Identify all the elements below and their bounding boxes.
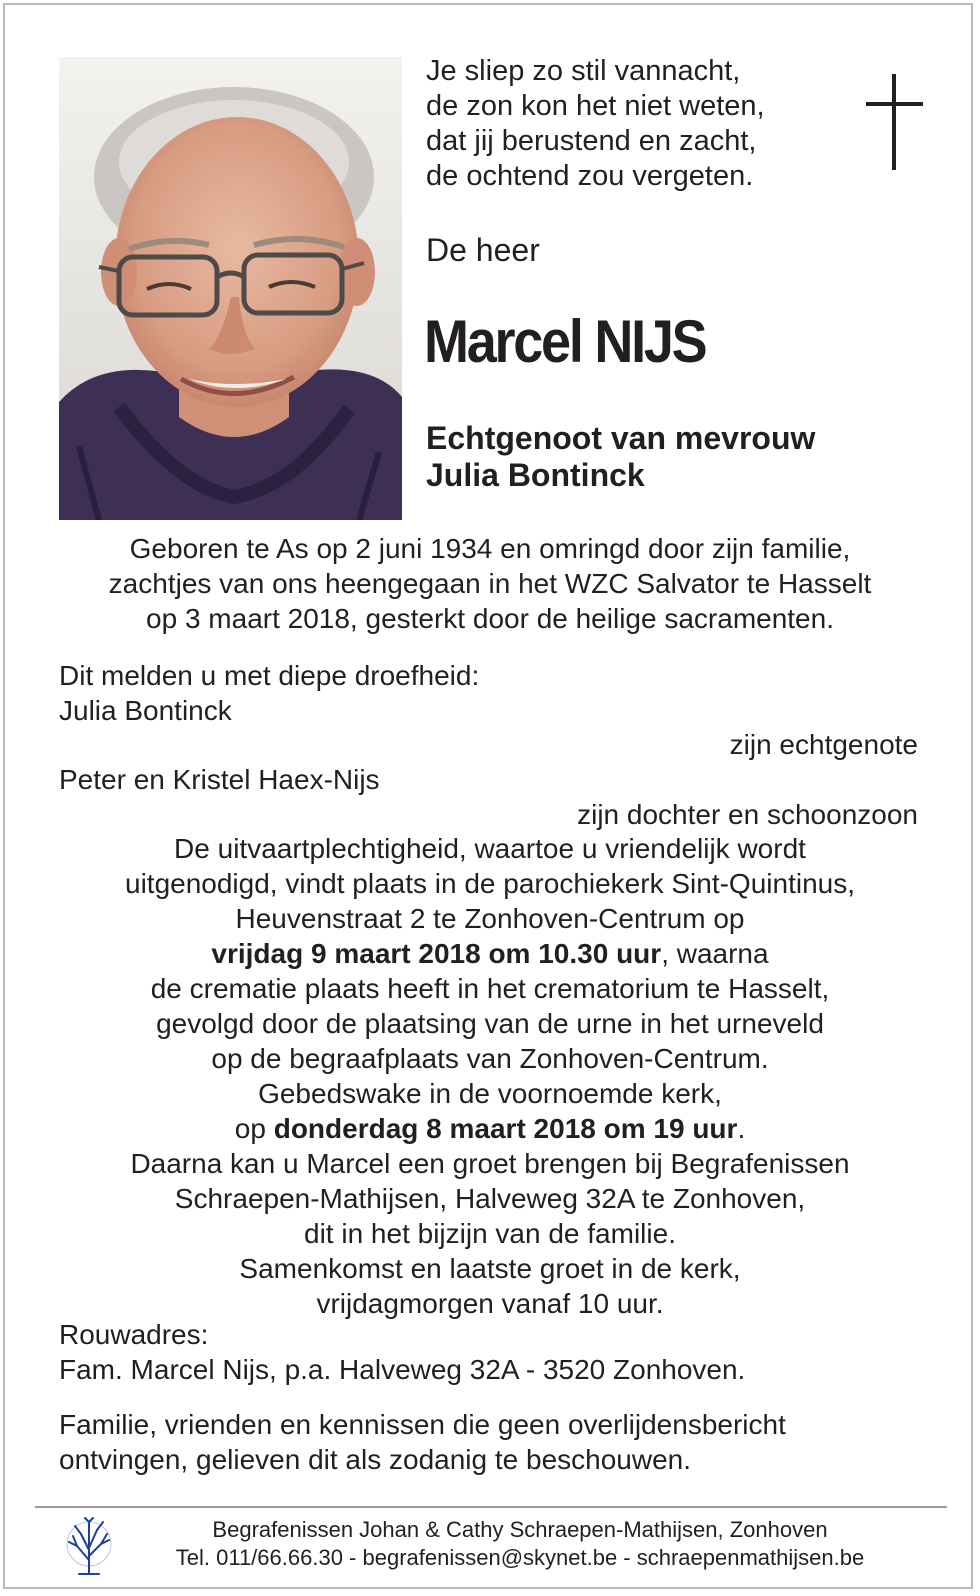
ceremony-line: uitgenodigd, vindt plaats in de parochiekerk Sint-Quintinus, xyxy=(125,868,855,899)
mourning-address: Fam. Marcel Nijs, p.a. Halveweg 32A - 3520 Zonhoven. xyxy=(59,1354,746,1385)
ceremony-line: de crematie plaats heeft in het crematorium te Hasselt, xyxy=(150,973,830,1004)
ceremony-line: Samenkomst en laatste groet in de kerk, xyxy=(239,1253,741,1284)
ceremony-text: , waarna xyxy=(661,938,769,969)
closing-line: ontvingen, gelieven dit als zodanig te beschouwen. xyxy=(59,1444,691,1475)
spouse-info xyxy=(426,420,815,494)
tree-icon xyxy=(63,1516,115,1576)
ceremony-date-line xyxy=(30,936,950,971)
family-member-relation: zijn dochter en schoonzoon xyxy=(577,799,918,830)
portrait-photo xyxy=(59,57,402,520)
ceremony-text: op xyxy=(234,1113,274,1144)
funeral-home-contact: Tel. 011/66.66.30 - begrafenissen@skynet.be - schraepenmathijsen.be xyxy=(175,1545,865,1570)
ceremony-line: gevolgd door de plaatsing van de urne in het urneveld xyxy=(156,1008,824,1039)
birth-line: op 3 maart 2018, gesterkt door de heilige sacramenten. xyxy=(146,603,834,634)
poem-line: Je sliep zo stil vannacht, xyxy=(426,55,741,87)
vigil-date-line xyxy=(30,1111,950,1146)
spouse-line: Echtgenoot van mevrouw xyxy=(426,420,816,456)
vigil-date: donderdag 8 maart 2018 om 19 uur xyxy=(273,1113,738,1144)
footer-divider xyxy=(35,1506,947,1508)
birth-line: zachtjes van ons heengegaan in het WZC Salvator te Hasselt xyxy=(108,568,872,599)
ceremony-line: De uitvaartplechtigheid, waartoe u vriendelijk wordt xyxy=(174,833,806,864)
poem-line: dat jij berustend en zacht, xyxy=(426,125,757,157)
birth-death-info xyxy=(30,531,950,636)
ceremony-line: Schraepen-Mathijsen, Halveweg 32A te Zonhoven, xyxy=(174,1183,806,1214)
ceremony-line: Daarna kan u Marcel een groet brengen bij Begrafenissen xyxy=(130,1148,850,1179)
ceremony-line: vrijdagmorgen vanaf 10 uur. xyxy=(316,1288,664,1319)
memorial-poem xyxy=(426,54,765,194)
ceremony-text: . xyxy=(737,1113,746,1144)
ceremony-line: Gebedswake in de voornoemde kerk, xyxy=(258,1078,722,1109)
funeral-date: vrijdag 9 maart 2018 om 10.30 uur xyxy=(211,938,662,969)
family-member-name: Peter en Kristel Haex-Nijs xyxy=(59,764,380,795)
family-member-name: Julia Bontinck xyxy=(59,695,232,726)
ceremony-line: dit in het bijzijn van de familie. xyxy=(304,1218,676,1249)
ceremony-line: op de begraafplaats van Zonhoven-Centrum. xyxy=(211,1043,769,1074)
spouse-line: Julia Bontinck xyxy=(426,457,645,493)
address-label: Rouwadres: xyxy=(59,1319,209,1350)
birth-line: Geboren te As op 2 juni 1934 en omringd door zijn familie, xyxy=(129,533,851,564)
poem-line: de zon kon het niet weten, xyxy=(426,90,765,122)
announce-intro: Dit melden u met diepe droefheid: xyxy=(59,660,480,691)
closing-line: Familie, vrienden en kennissen die geen overlijdensbericht xyxy=(59,1409,786,1440)
poem-line: de ochtend zou vergeten. xyxy=(426,160,754,192)
ceremony-line: Heuvenstraat 2 te Zonhoven-Centrum op xyxy=(235,903,745,934)
funeral-home-name: Begrafenissen Johan & Cathy Schraepen-Mathijsen, Zonhoven xyxy=(212,1517,828,1542)
ceremony-info xyxy=(30,831,950,1321)
honorific: De heer xyxy=(426,232,540,268)
cross-icon xyxy=(866,74,926,170)
family-member-relation: zijn echtgenote xyxy=(729,729,918,760)
deceased-name: Marcel NIJS xyxy=(424,308,706,375)
